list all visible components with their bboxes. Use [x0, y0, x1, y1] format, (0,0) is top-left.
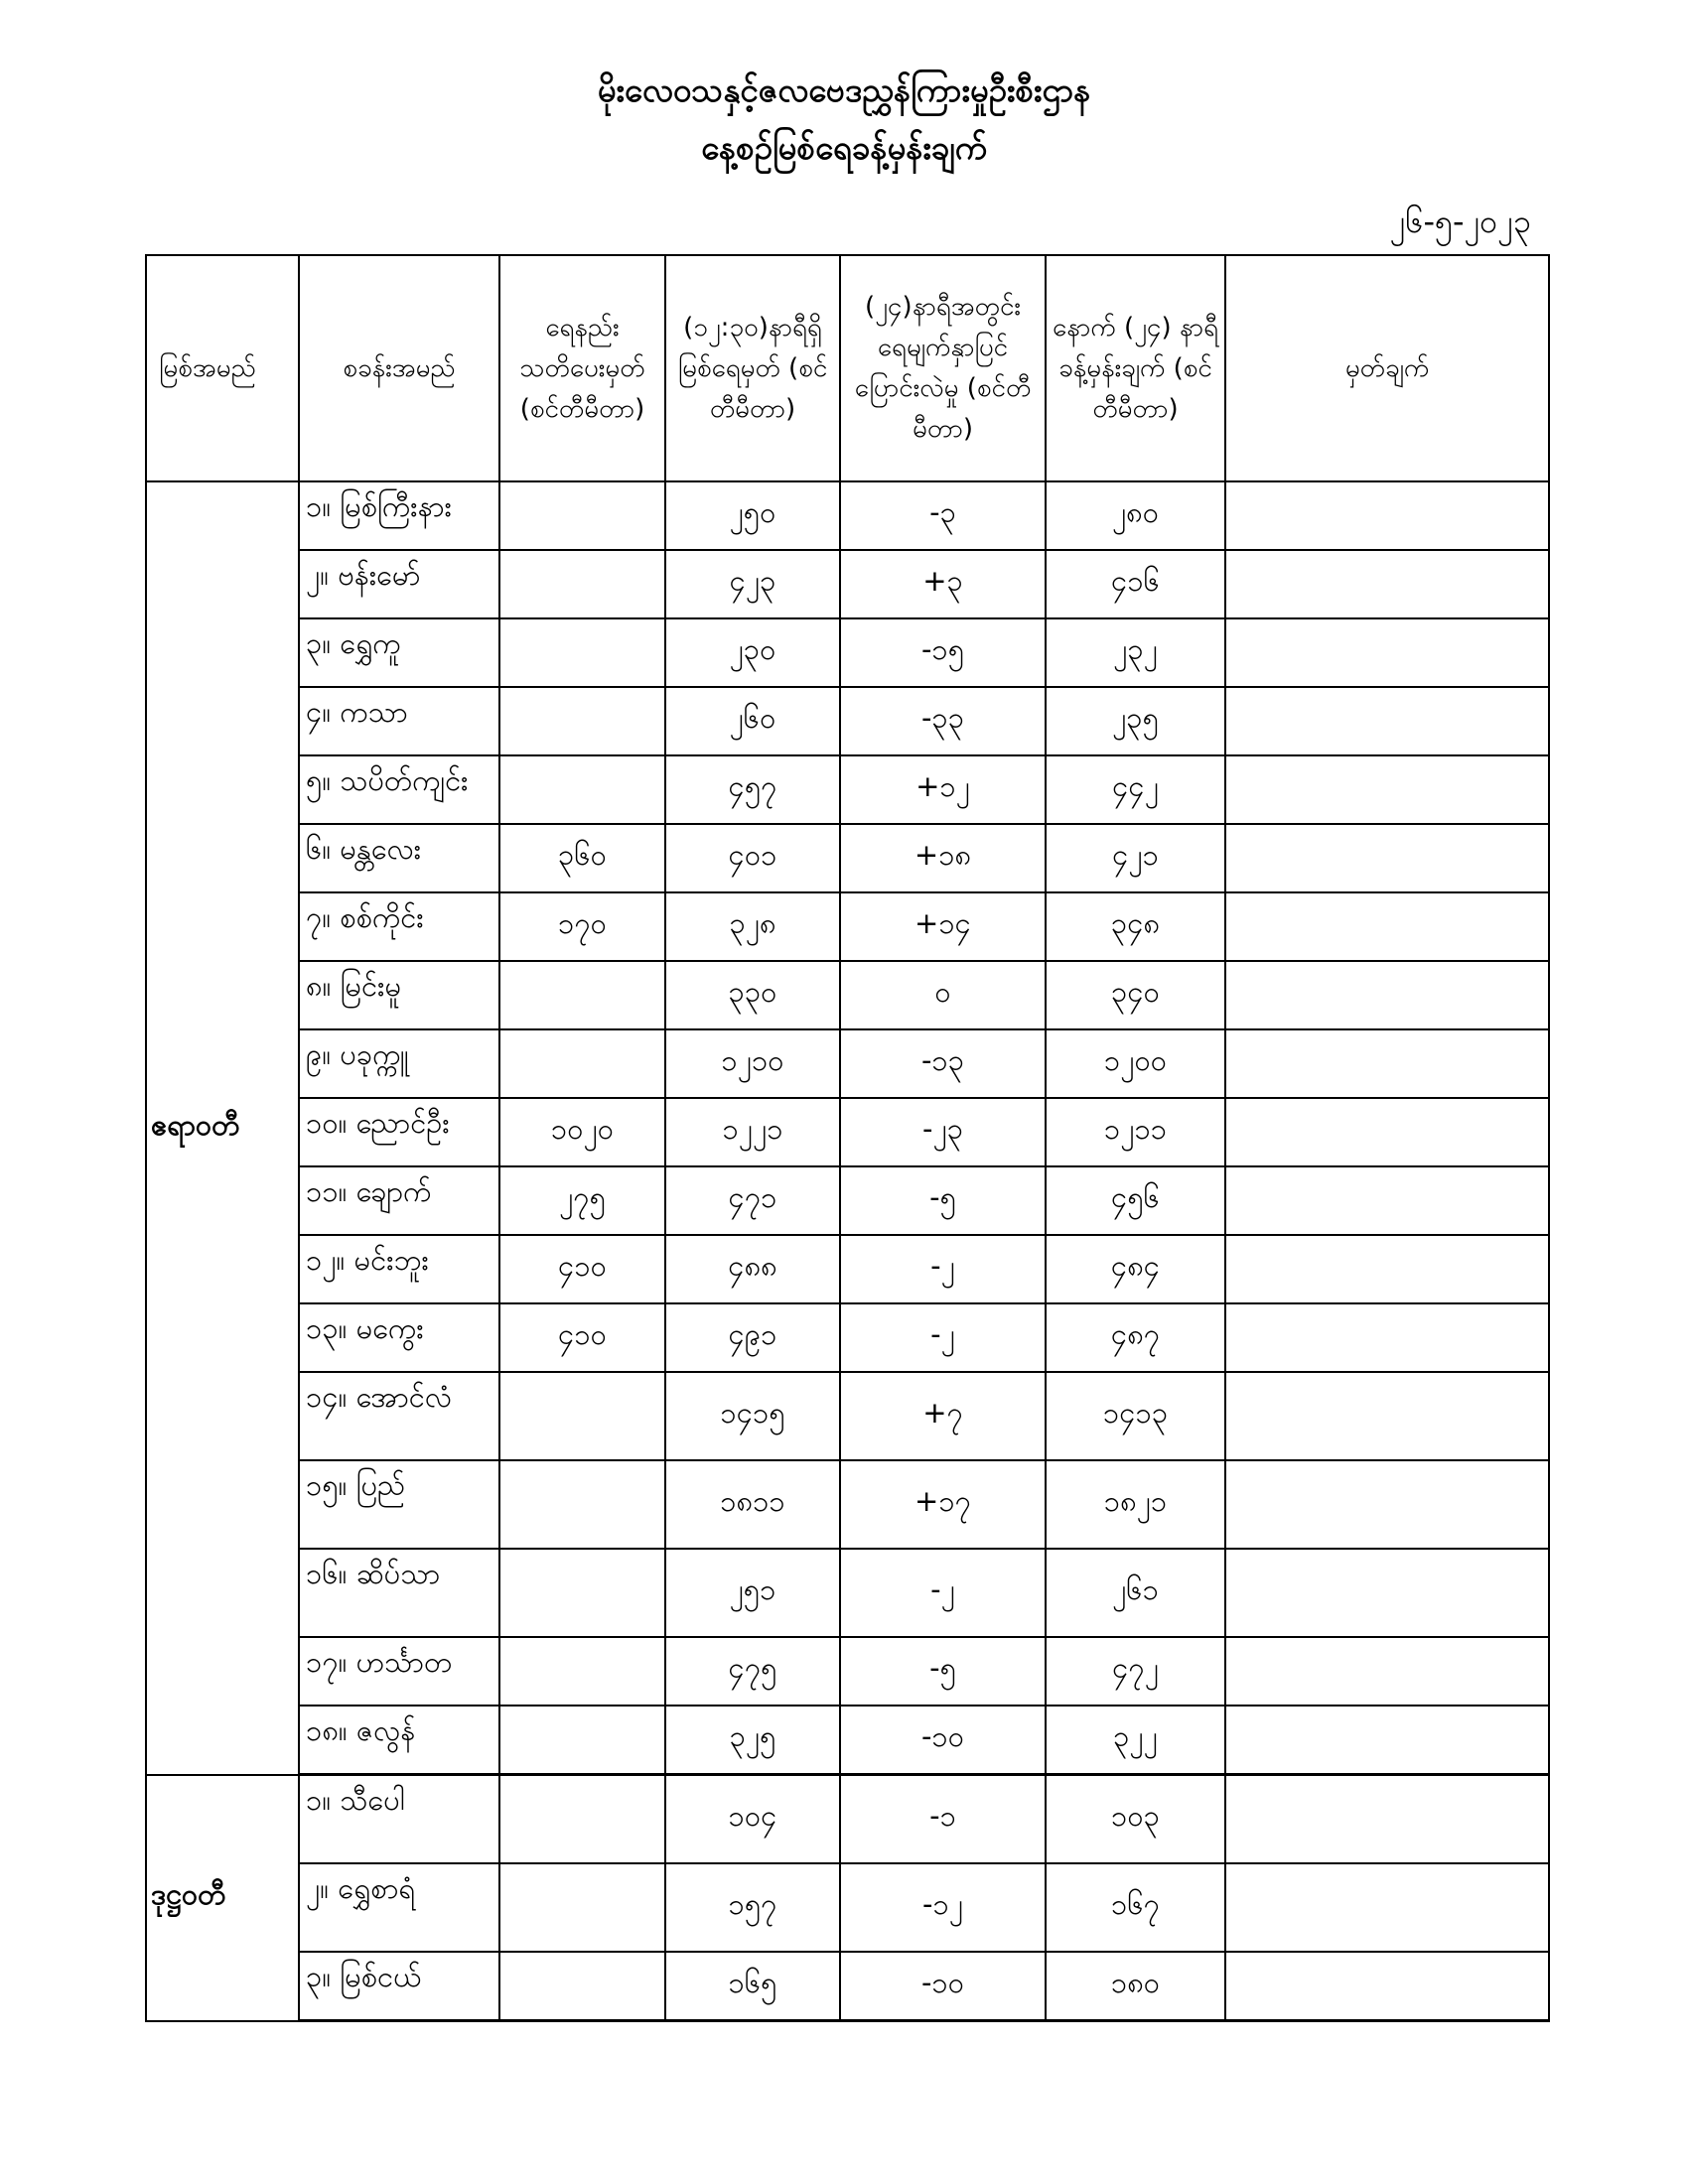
station-name-cell: ၁၁။ ချောက် — [299, 1166, 499, 1235]
level-change-cell: -၁၅ — [840, 618, 1046, 687]
remark-cell — [1225, 1952, 1549, 2021]
level-change-cell: -၁၀ — [840, 1706, 1046, 1775]
current-level-cell: ၁၂၂၁ — [665, 1098, 840, 1166]
danger-level-cell — [499, 481, 665, 550]
table-header-row — [146, 255, 1549, 481]
danger-level-cell — [499, 1460, 665, 1549]
level-change-cell: -၂ — [840, 1303, 1046, 1372]
header-river: မြစ်အမည် — [146, 255, 299, 481]
level-change-cell: -၂ — [840, 1549, 1046, 1637]
station-name-cell: ၂။ ဗန်းမော် — [299, 550, 499, 618]
current-level-cell: ၁၈၁၁ — [665, 1460, 840, 1549]
level-change-cell: -၁၀ — [840, 1952, 1046, 2021]
forecast-cell: ၃၂၂ — [1046, 1706, 1225, 1775]
level-change-cell: -၂ — [840, 1235, 1046, 1303]
forecast-cell: ၂၃၅ — [1046, 687, 1225, 755]
forecast-cell: ၁၄၁၃ — [1046, 1372, 1225, 1460]
forecast-cell: ၂၈၀ — [1046, 481, 1225, 550]
current-level-cell: ၄၉၁ — [665, 1303, 840, 1372]
station-name-cell: ၁၅။ ပြည် — [299, 1460, 499, 1549]
remark-cell — [1225, 1549, 1549, 1637]
level-change-cell: +၁၂ — [840, 755, 1046, 824]
current-level-cell: ၃၂၈ — [665, 892, 840, 961]
table-row — [146, 1372, 1549, 1460]
danger-level-cell — [499, 1029, 665, 1098]
danger-level-cell — [499, 618, 665, 687]
header-current-level: (၁၂:၃၀)နာရီရှိ မြစ်ရေမှတ် (စင်တီမီတာ) — [665, 255, 840, 481]
station-name-cell: ၁၆။ ဆိပ်သာ — [299, 1549, 499, 1637]
current-level-cell: ၄၈၈ — [665, 1235, 840, 1303]
report-date: ၂၆-၅-၂၀၂၃ — [1389, 203, 1531, 240]
table-row — [146, 1952, 1549, 2021]
department-title: မိုးလေဝသနှင့်ဇလဗေဒညွှန်ကြားမှုဦးစီးဌာန — [597, 70, 1091, 109]
header-24h-change: (၂၄)နာရီအတွင်း ရေမျက်နှာပြင် ပြောင်းလဲမှု (စင်တီမီတာ) — [840, 255, 1046, 481]
table-row — [146, 1303, 1549, 1372]
station-name-cell: ၉။ ပခုက္ကူ — [299, 1029, 499, 1098]
forecast-cell: ၁၂၁၁ — [1046, 1098, 1225, 1166]
table-row — [146, 961, 1549, 1029]
remark-cell — [1225, 1235, 1549, 1303]
remark-cell — [1225, 618, 1549, 687]
station-name-cell: ၅။ သပိတ်ကျင်း — [299, 755, 499, 824]
danger-level-cell — [499, 1775, 665, 1864]
level-change-cell: -၅ — [840, 1637, 1046, 1706]
report-title: နေ့စဉ်မြစ်ရေခန့်မှန်းချက် — [701, 128, 987, 167]
level-change-cell: -၅ — [840, 1166, 1046, 1235]
table-row — [146, 1775, 1549, 1864]
table-row — [146, 1166, 1549, 1235]
forecast-cell: ၄၄၂ — [1046, 755, 1225, 824]
river-level-table — [145, 254, 1550, 2022]
station-name-cell: ၄။ ကသာ — [299, 687, 499, 755]
current-level-cell: ၂၆၀ — [665, 687, 840, 755]
remark-cell — [1225, 1637, 1549, 1706]
forecast-cell: ၃၄၈ — [1046, 892, 1225, 961]
level-change-cell: +၃ — [840, 550, 1046, 618]
table-row — [146, 755, 1549, 824]
remark-cell — [1225, 1706, 1549, 1775]
forecast-cell: ၁၈၀ — [1046, 1952, 1225, 2021]
forecast-cell: ၄၅၆ — [1046, 1166, 1225, 1235]
level-change-cell: -၃ — [840, 481, 1046, 550]
station-name-cell: ၆။ မန္တလေး — [299, 824, 499, 892]
forecast-cell: ၄၇၂ — [1046, 1637, 1225, 1706]
current-level-cell: ၁၅၇ — [665, 1863, 840, 1952]
table-row — [146, 1235, 1549, 1303]
table-row — [146, 892, 1549, 961]
current-level-cell: ၄၂၃ — [665, 550, 840, 618]
table-row — [146, 550, 1549, 618]
remark-cell — [1225, 687, 1549, 755]
header-danger-level: ရေနည်း သတိပေးမှတ် (စင်တီမီတာ) — [499, 255, 665, 481]
station-name-cell: ၇။ စစ်ကိုင်း — [299, 892, 499, 961]
danger-level-cell — [499, 961, 665, 1029]
station-name-cell: ၁၇။ ဟင်္သာတ — [299, 1637, 499, 1706]
table-row — [146, 1637, 1549, 1706]
station-name-cell: ၁၀။ ညောင်ဦး — [299, 1098, 499, 1166]
danger-level-cell — [499, 1549, 665, 1637]
current-level-cell: ၄၀၁ — [665, 824, 840, 892]
level-change-cell: +၁၇ — [840, 1460, 1046, 1549]
level-change-cell: -၁၂ — [840, 1863, 1046, 1952]
danger-level-cell: ၂၇၅ — [499, 1166, 665, 1235]
remark-cell — [1225, 550, 1549, 618]
forecast-cell: ၁၂၀၀ — [1046, 1029, 1225, 1098]
current-level-cell: ၁၆၅ — [665, 1952, 840, 2021]
station-name-cell: ၁၈။ ဇလွန် — [299, 1706, 499, 1775]
forecast-cell: ၄၈၇ — [1046, 1303, 1225, 1372]
current-level-cell: ၁၂၁၀ — [665, 1029, 840, 1098]
station-name-cell: ၈။ မြင်းမူ — [299, 961, 499, 1029]
table-row — [146, 687, 1549, 755]
forecast-cell: ၄၁၆ — [1046, 550, 1225, 618]
forecast-cell: ၃၄၀ — [1046, 961, 1225, 1029]
remark-cell — [1225, 892, 1549, 961]
station-name-cell: ၁၃။ မကွေး — [299, 1303, 499, 1372]
remark-cell — [1225, 1775, 1549, 1864]
current-level-cell: ၁၄၁၅ — [665, 1372, 840, 1460]
danger-level-cell: ၃၆၀ — [499, 824, 665, 892]
table-row — [146, 1460, 1549, 1549]
level-change-cell: -၂၃ — [840, 1098, 1046, 1166]
level-change-cell: +၁၈ — [840, 824, 1046, 892]
river-name-cell: ဧရာဝတီ — [146, 481, 299, 1775]
danger-level-cell — [499, 550, 665, 618]
header-station: စခန်းအမည် — [299, 255, 499, 481]
danger-level-cell — [499, 755, 665, 824]
table-row — [146, 1029, 1549, 1098]
level-change-cell: -၁၃ — [840, 1029, 1046, 1098]
current-level-cell: ၂၃၀ — [665, 618, 840, 687]
level-change-cell: ၀ — [840, 961, 1046, 1029]
forecast-cell: ၄၈၄ — [1046, 1235, 1225, 1303]
table-row — [146, 481, 1549, 550]
danger-level-cell — [499, 1952, 665, 2021]
forecast-cell: ၁၆၇ — [1046, 1863, 1225, 1952]
current-level-cell: ၁၀၄ — [665, 1775, 840, 1864]
station-name-cell: ၃။ မြစ်ငယ် — [299, 1952, 499, 2021]
station-name-cell: ၁၂။ မင်းဘူး — [299, 1235, 499, 1303]
table-row — [146, 1549, 1549, 1637]
remark-cell — [1225, 1372, 1549, 1460]
remark-cell — [1225, 1460, 1549, 1549]
station-name-cell: ၁၄။ အောင်လံ — [299, 1372, 499, 1460]
river-name-cell: ဒုဋ္ဌဝတီ — [146, 1775, 299, 2021]
remark-cell — [1225, 1166, 1549, 1235]
current-level-cell: ၄၅၇ — [665, 755, 840, 824]
danger-level-cell: ၁၇၀ — [499, 892, 665, 961]
remark-cell — [1225, 1098, 1549, 1166]
remark-cell — [1225, 1029, 1549, 1098]
level-change-cell: +၁၄ — [840, 892, 1046, 961]
danger-level-cell — [499, 1706, 665, 1775]
forecast-cell: ၂၃၂ — [1046, 618, 1225, 687]
level-change-cell: +၇ — [840, 1372, 1046, 1460]
forecast-cell: ၁၈၂၁ — [1046, 1460, 1225, 1549]
current-level-cell: ၄၇၁ — [665, 1166, 840, 1235]
current-level-cell: ၂၅၀ — [665, 481, 840, 550]
forecast-cell: ၄၂၁ — [1046, 824, 1225, 892]
forecast-cell: ၁၀၃ — [1046, 1775, 1225, 1864]
remark-cell — [1225, 481, 1549, 550]
danger-level-cell — [499, 1863, 665, 1952]
danger-level-cell: ၁၀၂၀ — [499, 1098, 665, 1166]
danger-level-cell — [499, 687, 665, 755]
table-row — [146, 824, 1549, 892]
remark-cell — [1225, 1863, 1549, 1952]
table-row — [146, 1863, 1549, 1952]
station-name-cell: ၁။ သီပေါ — [299, 1775, 499, 1864]
table-row — [146, 1098, 1549, 1166]
station-name-cell: ၃။ ရွှေကူ — [299, 618, 499, 687]
remark-cell — [1225, 755, 1549, 824]
danger-level-cell: ၄၁၀ — [499, 1235, 665, 1303]
header-forecast: နောက် (၂၄) နာရီ ခန့်မှန်းချက် (စင်တီမီတာ) — [1046, 255, 1225, 481]
level-change-cell: -၁ — [840, 1775, 1046, 1864]
document-header — [0, 62, 1688, 177]
danger-level-cell — [499, 1637, 665, 1706]
level-change-cell: -၃၃ — [840, 687, 1046, 755]
current-level-cell: ၃၃၀ — [665, 961, 840, 1029]
danger-level-cell: ၄၁၀ — [499, 1303, 665, 1372]
table-body — [146, 481, 1549, 2021]
current-level-cell: ၃၂၅ — [665, 1706, 840, 1775]
table-row — [146, 1706, 1549, 1775]
station-name-cell: ၁။ မြစ်ကြီးနား — [299, 481, 499, 550]
forecast-cell: ၂၆၁ — [1046, 1549, 1225, 1637]
current-level-cell: ၄၇၅ — [665, 1637, 840, 1706]
remark-cell — [1225, 1303, 1549, 1372]
station-name-cell: ၂။ ရွှေစာရံ — [299, 1863, 499, 1952]
remark-cell — [1225, 824, 1549, 892]
remark-cell — [1225, 961, 1549, 1029]
header-remarks: မှတ်ချက် — [1225, 255, 1549, 481]
danger-level-cell — [499, 1372, 665, 1460]
table-row — [146, 618, 1549, 687]
current-level-cell: ၂၅၁ — [665, 1549, 840, 1637]
